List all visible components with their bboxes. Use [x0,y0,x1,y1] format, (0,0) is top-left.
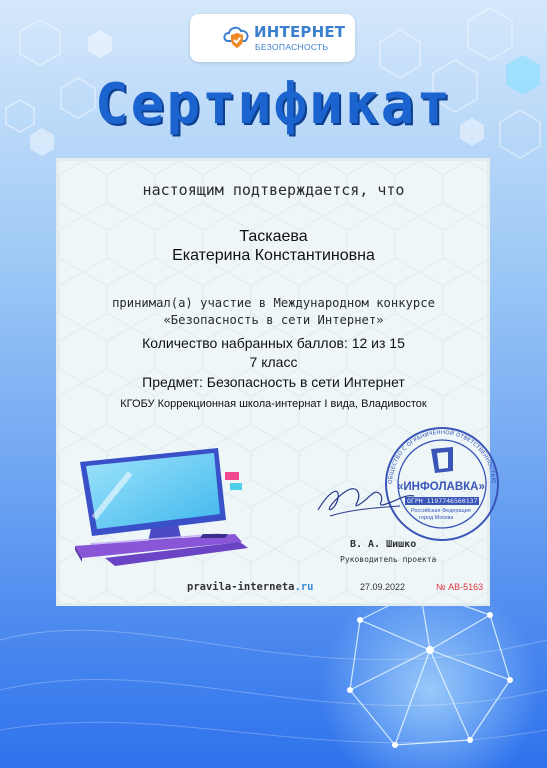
recipient-given-names: Екатерина Константиновна [172,247,375,264]
grade-line: 7 класс [249,354,298,370]
participation-line-1: принимал(а) участие в Международном конкурсе [112,296,435,310]
stamp-city-line-2: город Москва [419,515,454,521]
logo-subtitle: БЕЗОПАСНОСТЬ [255,42,329,52]
stamp-city-line-1: Российская Федерация [411,508,471,514]
website-domain: .ru [294,581,314,593]
website [187,581,313,593]
signer-role: Руководитель проекта [340,555,437,564]
certificate-number: № АВ-5163 [436,582,484,592]
shield-check-cloud-icon [222,24,252,50]
confirm-line: настоящим подтверждается, что [142,181,405,199]
certificate-title: Сертификат [94,72,453,137]
stamp-ring-text: ОБЩЕСТВО С ОГРАНИЧЕННОЙ ОТВЕТСТВЕННОСТЬЮ [387,429,497,485]
computer-illustration [70,438,255,573]
recipient-surname: Таскаева [239,228,308,245]
score-line: Количество набранных баллов: 12 из 15 [142,335,405,351]
internet-safety-logo [190,14,355,62]
logo-title: ИНТЕРНЕТ [254,23,346,41]
stamp-name: «ИНФОЛАВКА» [397,481,485,493]
signer-name: В. А. Шишко [350,539,417,550]
participation-line-2: «Безопасность в сети Интернет» [163,313,384,327]
handwritten-signature [310,470,420,530]
subject-line: Предмет: Безопасность в сети Интернет [142,374,405,390]
issue-date: 27.09.2022 [360,582,406,592]
stamp-ogrn: ОГРН 1197746560137 [407,497,478,505]
website-name: pravila-interneta [187,581,295,593]
school-line: КГОБУ Коррекционная школа-интернат I вида, Владивосток [120,398,427,410]
